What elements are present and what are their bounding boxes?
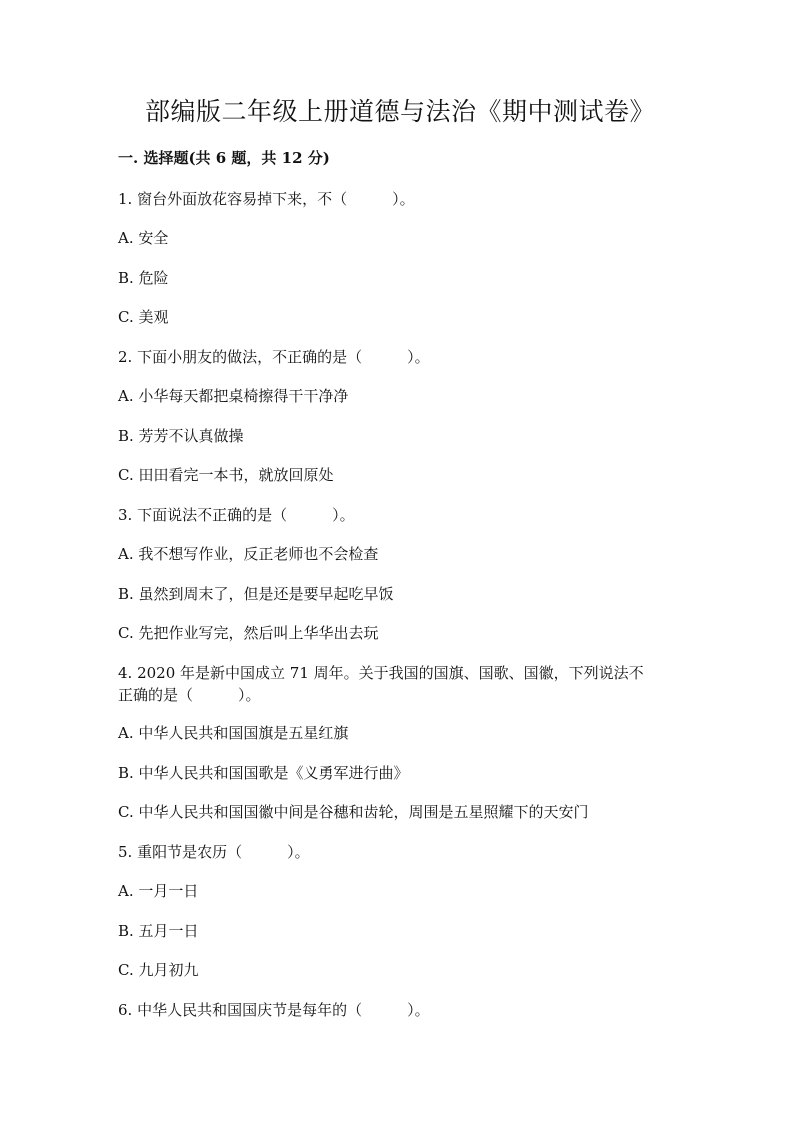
question-1-stem: 1. 窗台外面放花容易掉下来，不（ ）。 xyxy=(118,190,415,208)
question-4-option-c: C. 中华人民共和国国徽中间是谷穗和齿轮，周围是五星照耀下的天安门 xyxy=(118,803,589,821)
section-heading: 一. 选择题(共 6 题，共 12 分) xyxy=(118,149,330,167)
question-5-option-a: A. 一月一日 xyxy=(118,882,199,900)
question-3-stem: 3. 下面说法不正确的是（ ）。 xyxy=(118,506,355,524)
question-4-option-a: A. 中华人民共和国国旗是五星红旗 xyxy=(118,724,349,742)
question-2-option-b: B. 芳芳不认真做操 xyxy=(118,427,244,445)
question-2-option-a: A. 小华每天都把桌椅擦得干干净净 xyxy=(118,387,349,405)
question-5-stem: 5. 重阳节是农历（ ）。 xyxy=(118,843,310,861)
question-1-option-a: A. 安全 xyxy=(118,229,169,247)
question-6-stem: 6. 中华人民共和国国庆节是每年的（ ）。 xyxy=(118,1001,430,1019)
page-title: 部编版二年级上册道德与法治《期中测试卷》 xyxy=(144,97,655,126)
question-5-option-c: C. 九月初九 xyxy=(118,961,199,979)
question-3-option-c: C. 先把作业写完，然后叫上华华出去玩 xyxy=(118,624,379,642)
question-3-option-b: B. 虽然到周末了，但是还是要早起吃早饭 xyxy=(118,585,394,603)
question-3-option-a: A. 我不想写作业，反正老师也不会检查 xyxy=(118,545,379,563)
question-1-option-b: B. 危险 xyxy=(118,269,169,287)
question-4-stem-line-2: 正确的是（ ）。 xyxy=(118,686,261,704)
question-4-stem-line-1: 4. 2020 年是新中国成立 71 周年。关于我国的国旗、国歌、国徽，下列说法不 xyxy=(118,664,644,682)
question-2-stem: 2. 下面小朋友的做法，不正确的是（ ）。 xyxy=(118,348,430,366)
question-1-option-c: C. 美观 xyxy=(118,308,169,326)
question-2-option-c: C. 田田看完一本书，就放回原处 xyxy=(118,466,334,484)
question-4-option-b: B. 中华人民共和国国歌是《义勇军进行曲》 xyxy=(118,764,409,782)
question-5-option-b: B. 五月一日 xyxy=(118,922,199,940)
